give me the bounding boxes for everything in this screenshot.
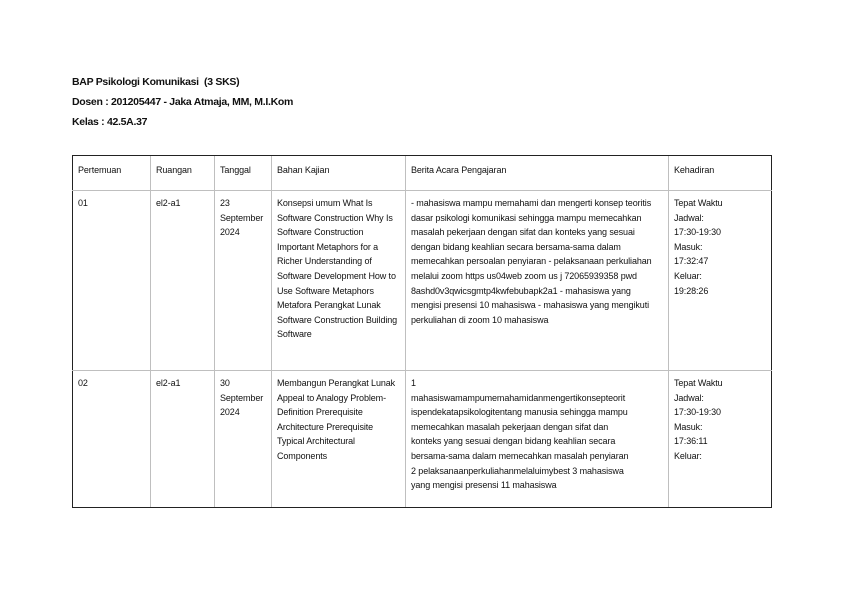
berita-acara-cell: - mahasiswa mampu memahami dan mengerti konsep teoritis dasar psikologi komunikasi sehingga mampu memecahkan masalah pekerjaan dengan sifat dan konteks yang sesuai dengan bidang keahlian secara bersama-sama dalam memecahkan persoalan penyiaran - pelaksanaan perkuliahan melalui zoom https us04web zoom us j 72065939358 pwd 8ashd0v3qwicsgmtp4kwfebubapk2a1 - mahasiswa yang mengisi presensi 10 mahasiswa - mahasiswa yang mengikuti perkuliahan di zoom 10 mahasiswa: [406, 191, 669, 371]
table-header-row: [73, 156, 772, 191]
schedule-value: 17:30-19:30: [674, 407, 721, 418]
berita-line: yang mengisi presensi 11 mahasiswa: [411, 480, 557, 491]
berita-line: ispendekatapsikologitentang manusia sehingga mampu: [411, 407, 628, 418]
check-in-label: Masuk:: [674, 241, 703, 252]
lecturer-info: Dosen : 201205447 - Jaka Atmaja, MM, M.I.Kom: [72, 96, 293, 108]
check-in-label: Masuk:: [674, 421, 703, 432]
bap-table: [72, 155, 772, 508]
check-out-value: 19:28:26: [674, 285, 709, 296]
column-header-berita-acara: Berita Acara Pengajaran: [406, 156, 669, 191]
schedule-label: Jadwal:: [674, 212, 704, 223]
tanggal-cell: 30 September 2024: [215, 371, 272, 508]
table-row: [73, 191, 772, 371]
bahan-kajian-cell: Konsepsi umum What Is Software Construction Why Is Software Construction Important Metaphors for a Richer Understanding of Software Development How to Use Software Metaphors Metafora Perangkat Lunak Software Construction Building Software: [272, 191, 406, 371]
attendance-status: Tepat Waktu: [674, 378, 723, 388]
schedule-value: 17:30-19:30: [674, 227, 721, 238]
class-info: Kelas : 42.5A.37: [72, 116, 148, 128]
berita-line: memecahkan masalah pekerjaan dengan sifat dan: [411, 421, 609, 432]
check-in-value: 17:32:47: [674, 256, 709, 267]
ruangan-cell: el2-a1: [151, 191, 215, 371]
berita-line: 2 pelaksanaanperkuliahanmelaluimybest 3 mahasiswa: [411, 465, 624, 476]
ruangan-cell: el2-a1: [151, 371, 215, 508]
berita-acara-cell: [406, 371, 669, 508]
check-out-label: Keluar:: [674, 450, 702, 461]
berita-line: 1: [411, 378, 416, 388]
check-in-value: 17:36:11: [674, 436, 708, 447]
pertemuan-cell: 01: [73, 191, 151, 371]
berita-line: konteks yang sesuai dengan bidang keahlian secara: [411, 436, 616, 447]
berita-line: mahasiswamampumemahamidanmengertikonsepteorit: [411, 392, 626, 403]
bahan-kajian-cell: Membangun Perangkat Lunak Appeal to Analogy Problem-Definition Prerequisite Architecture Prerequisite Typical Architectural Components: [272, 371, 406, 508]
pertemuan-cell: 02: [73, 371, 151, 508]
table-row: [73, 371, 772, 508]
course-title: BAP Psikologi Komunikasi (3 SKS): [72, 76, 240, 88]
column-header-bahan-kajian: Bahan Kajian: [272, 156, 406, 191]
check-out-label: Keluar:: [674, 270, 702, 281]
column-header-tanggal: Tanggal: [215, 156, 272, 191]
kehadiran-cell: [669, 371, 772, 508]
column-header-ruangan: Ruangan: [151, 156, 215, 191]
column-header-kehadiran: Kehadiran: [669, 156, 772, 191]
tanggal-cell: 23 September 2024: [215, 191, 272, 371]
berita-line: bersama-sama dalam memecahkan masalah penyiaran: [411, 450, 629, 461]
document-header: [72, 76, 293, 136]
schedule-label: Jadwal:: [674, 392, 704, 403]
column-header-pertemuan: Pertemuan: [73, 156, 151, 191]
kehadiran-cell: [669, 191, 772, 371]
attendance-status: Tepat Waktu: [674, 198, 723, 208]
